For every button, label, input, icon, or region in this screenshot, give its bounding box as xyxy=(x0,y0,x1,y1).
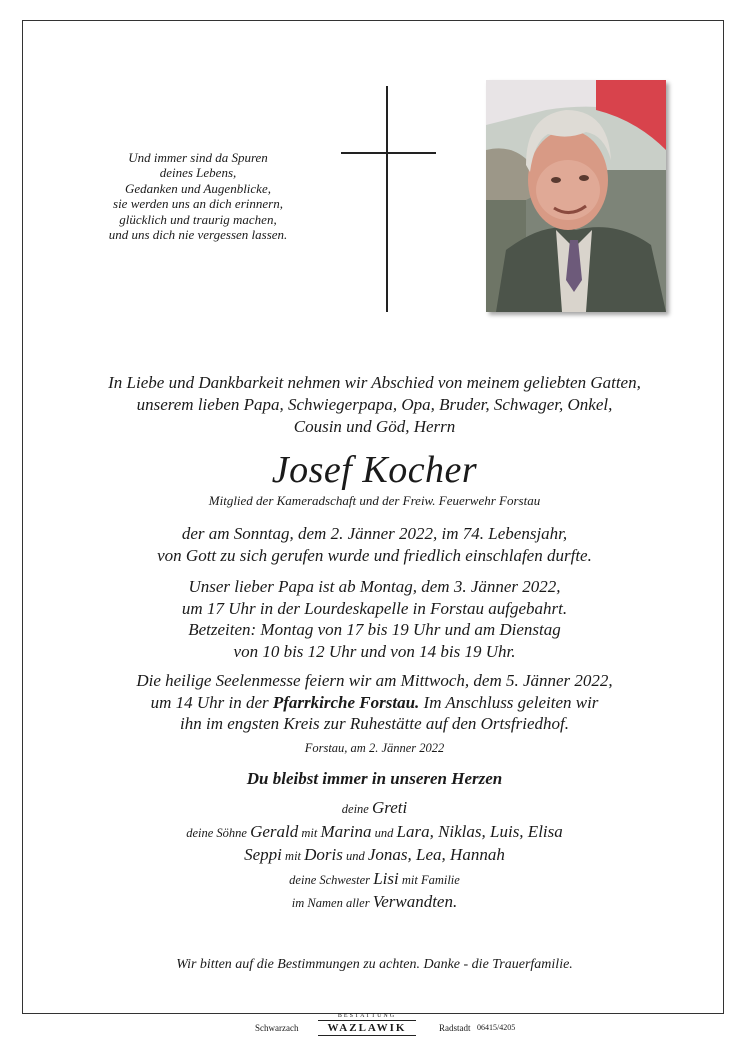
family-member-name: Gerald xyxy=(250,821,299,841)
paragraph-line: Betzeiten: Montag von 17 bis 19 Uhr und am Dienstag xyxy=(188,620,561,639)
family-member-name: Greti xyxy=(371,798,408,817)
paragraph-line: der am Sonntag, dem 2. Jänner 2022, im 74. Lebensjahr, xyxy=(181,524,568,543)
poem-line: deines Lebens, xyxy=(159,165,237,181)
paragraph-line: von 10 bis 12 Uhr und von 14 bis 19 Uhr. xyxy=(233,641,516,661)
paragraph-text: um 14 Uhr in der xyxy=(150,692,273,712)
family-member-name: Lisi xyxy=(373,868,399,888)
family-line-sister xyxy=(0,868,749,892)
viewing-paragraph xyxy=(0,576,749,662)
paragraph-line: ihn im engsten Kreis zur Ruhestätte auf den Ortsfriedhof. xyxy=(180,714,569,733)
footer-location-left: Schwarzach xyxy=(255,1023,299,1033)
family-line-relatives xyxy=(0,891,749,915)
poem-line: glücklich und traurig machen, xyxy=(119,211,277,227)
paragraph-line: Die heilige Seelenmesse feiern wir am Mittwoch, dem 5. Jänner 2022, xyxy=(136,671,613,690)
family-prefix: deine xyxy=(341,802,372,816)
closing-notice: Wir bitten auf die Bestimmungen zu achten. Danke - die Trauerfamilie. xyxy=(176,957,573,972)
portrait-illustration xyxy=(486,80,666,312)
poem-line: Und immer sind da Spuren xyxy=(128,150,268,165)
footer-phone: 06415/4205 xyxy=(477,1023,516,1032)
paragraph-line: von Gott zu sich gerufen wurde und friedlich einschlafen durfte. xyxy=(157,545,592,565)
family-member-name: Jonas, Lea, Hannah xyxy=(367,845,505,864)
family-member-name: Verwandten. xyxy=(372,892,458,911)
portrait-photo xyxy=(486,80,666,312)
logo-name: WAZLAWIK xyxy=(327,1022,407,1034)
logo-subtitle: BESTATTUNG xyxy=(337,1013,397,1019)
poem-line: und uns dich nie vergessen lassen. xyxy=(108,227,288,243)
family-connector: mit xyxy=(298,825,321,840)
cross-vertical-bar xyxy=(386,86,388,312)
paragraph-line: Unser lieber Papa ist ab Montag, dem 3. Jänner 2022, xyxy=(188,577,561,596)
family-list xyxy=(0,797,749,915)
family-prefix: deine Schwester xyxy=(289,872,374,887)
paragraph-line xyxy=(0,692,749,714)
family-connector: mit Familie xyxy=(398,872,460,887)
membership-line: Mitglied der Kameradschaft und der Freiw. Feuerwehr Forstau xyxy=(208,493,541,508)
place-date: Forstau, am 2. Jänner 2022 xyxy=(304,741,445,755)
motto: Du bleibst immer in unseren Herzen xyxy=(246,769,503,788)
logo-rule xyxy=(318,1035,416,1036)
church-name: Pfarrkirche Forstau. xyxy=(272,692,420,712)
poem-line: sie werden uns an dich erinnern, xyxy=(113,196,283,212)
poem-line: Gedanken und Augenblicke, xyxy=(125,180,271,196)
introduction xyxy=(0,372,749,438)
death-paragraph xyxy=(0,523,749,566)
poem xyxy=(58,150,338,242)
family-connector: und xyxy=(371,825,397,840)
paragraph-line: um 17 Uhr in der Lourdeskapelle in Forstau aufgebahrt. xyxy=(181,598,568,618)
family-member-name: Marina xyxy=(320,821,372,841)
family-line-son1 xyxy=(0,821,749,845)
family-line-wife xyxy=(0,797,749,821)
intro-line: Cousin und Göd, Herrn xyxy=(293,417,456,436)
deceased-name: Josef Kocher xyxy=(271,449,478,491)
family-prefix: im Namen aller xyxy=(291,896,373,910)
requiem-paragraph xyxy=(0,670,749,735)
paragraph-text: Im Anschluss geleiten wir xyxy=(419,692,599,712)
family-member-name: Seppi xyxy=(244,845,282,864)
family-member-name: Doris xyxy=(304,845,343,864)
intro-line: unserem lieben Papa, Schwiegerpapa, Opa, Bruder, Schwager, Onkel, xyxy=(136,395,613,414)
cross-horizontal-bar xyxy=(341,152,436,154)
funeral-home-logo xyxy=(312,1012,422,1036)
intro-line: In Liebe und Dankbarkeit nehmen wir Abschied von meinem geliebten Gatten, xyxy=(108,373,641,392)
family-connector: und xyxy=(342,849,368,863)
footer-location-right: Radstadt xyxy=(439,1023,471,1033)
family-line-son2 xyxy=(0,844,749,868)
family-member-name: Lara, Niklas, Luis, Elisa xyxy=(396,821,563,841)
family-prefix: deine Söhne xyxy=(186,825,251,840)
family-connector: mit xyxy=(281,849,305,863)
